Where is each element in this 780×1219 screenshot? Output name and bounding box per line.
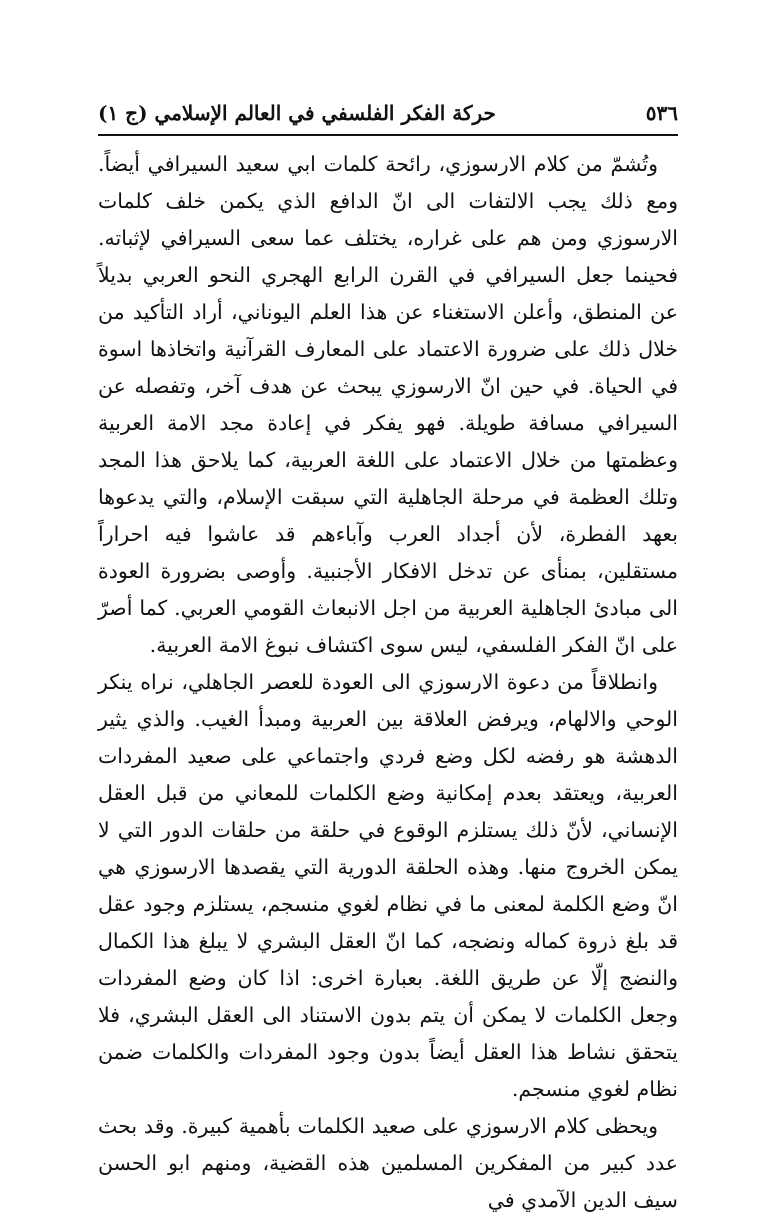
page-number: ٥٣٦ — [645, 101, 678, 125]
paragraph: ويحظى كلام الارسوزي على صعيد الكلمات بأهمية كبيرة. وقد بحث عدد كبير من المفكرين المسلمين هذه القضية، ومنهم ابو الحسن سيف الدين الآمدي في — [98, 1114, 678, 1212]
body-text — [98, 146, 678, 1219]
paragraph: وانطلاقاً من دعوة الارسوزي الى العودة للعصر الجاهلي، نراه ينكر الوحي والالهام، ويرفض العلاقة بين العربية ومبدأ الغيب. والذي يثير الدهشة هو رفضه لكل وضع فردي واجتماعي على صعيد المفردات العربية، ويعتقد بعدم إمكانية وضع الكلمات للمعاني من قبل العقل الإنساني، لأنّ ذلك يستلزم الوقوع في حلقة من حلقات الدور التي لا يمكن الخروج منها. وهذه الحلقة الدورية التي يقصدها الارسوزي هي انّ وضع الكلمة لمعنى ما في نظام لغوي منسجم، يستلزم وجود عقل قد بلغ ذروة كماله ونضجه، كما انّ العقل البشري لا يبلغ هذا الكمال والنضج إلّا عن طريق اللغة. بعبارة اخرى: اذا كان وضع المفردات وجعل الكلمات لا يمكن أن يتم بدون الاستناد الى العقل البشري، فلا يتحقق نشاط هذا العقل أيضاً بدون وجود المفردات والكلمات ضمن نظام لغوي منسجم. — [98, 670, 678, 1101]
paragraph: وتُشمّ من كلام الارسوزي، رائحة كلمات ابي سعيد السيرافي أيضاً. ومع ذلك يجب الالتفات الى انّ الدافع الذي يكمن خلف كلمات الارسوزي ومن هم على غراره، يختلف عما سعى السيرافي لإثباته. فحينما جعل السيرافي في القرن الرابع الهجري النحو العربي بديلاً عن المنطق، وأعلن الاستغناء عن هذا العلم اليوناني، أراد التأكيد من خلال ذلك على ضرورة الاعتماد على المعارف القرآنية واتخاذها اسوة في الحياة. في حين انّ الارسوزي يبحث عن هدف آخر، وتفصله عن السيرافي مسافة طويلة. فهو يفكر في إعادة مجد الامة العربية وعظمتها من خلال الاعتماد على اللغة العربية، كما يلاحق هذا المجد وتلك العظمة في مرحلة الجاهلية التي سبقت الإسلام، والتي يدعوها بعهد الفطرة، لأن أجداد العرب وآباءهم قد عاشوا فيه احراراً مستقلين، بمنأى عن تدخل الافكار الأجنبية. وأوصى بضرورة العودة الى مبادئ الجاهلية العربية من اجل الانبعاث القومي العربي. كما أصرّ على انّ الفكر الفلسفي، ليس سوى اكتشاف نبوغ الامة العربية. — [98, 152, 678, 657]
running-title: حركة الفكر الفلسفي في العالم الإسلامي (ج ١) — [98, 101, 496, 125]
header-divider — [98, 134, 678, 136]
running-header — [98, 96, 678, 130]
